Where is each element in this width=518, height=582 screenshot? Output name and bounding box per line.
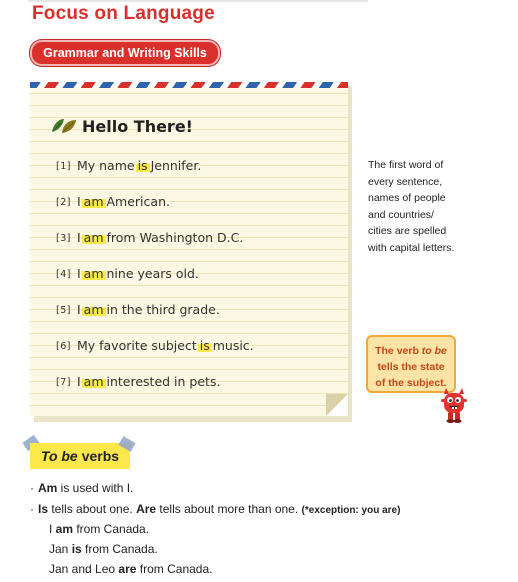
to-be-verbs-label <box>30 443 130 469</box>
bullet: · <box>30 481 34 495</box>
sentence-number: [7] <box>56 377 71 388</box>
example-3 <box>30 562 500 582</box>
example-verb: am <box>55 522 74 536</box>
page-title: Focus on Language <box>32 3 215 24</box>
sentence-text: music. <box>212 338 254 353</box>
section-label: Grammar and Writing Skills <box>30 40 220 66</box>
sentence-list <box>56 158 254 410</box>
airmail-border <box>30 82 348 88</box>
note-line: every sentence, <box>368 175 443 188</box>
note-line: The first word of <box>368 159 444 171</box>
header-rule <box>28 0 368 2</box>
example-text: from Canada. <box>73 522 150 536</box>
sentence-text: I <box>76 194 81 209</box>
page-fold <box>326 394 348 416</box>
sentence-2 <box>56 194 254 230</box>
highlighted-verb: am <box>83 194 104 209</box>
sentence-text: American. <box>106 194 170 209</box>
sentence-text: from Washington D.C. <box>106 230 244 245</box>
letter-card <box>30 82 348 416</box>
label-italic: To be <box>40 448 78 464</box>
leaf-icon <box>50 116 78 136</box>
sentence-text: I <box>76 230 81 245</box>
highlighted-verb: is <box>137 158 148 173</box>
sentence-text: I <box>76 374 81 389</box>
sentence-5 <box>56 302 254 338</box>
rule-text: tells about more than one. <box>156 502 302 516</box>
sentence-number: [3] <box>56 233 71 244</box>
note-line: names of people <box>368 192 446 204</box>
example-verb: are <box>118 562 137 576</box>
example-2 <box>30 542 500 562</box>
rule-keyword: Are <box>136 502 157 516</box>
sentence-text: I <box>76 266 81 281</box>
rule-am <box>30 481 500 501</box>
highlighted-verb: is <box>199 338 210 353</box>
sentence-text: My favorite subject <box>76 338 197 353</box>
capitalization-note <box>368 157 478 256</box>
callout-italic: to be <box>421 345 447 357</box>
sentence-text: Jennifer. <box>150 158 202 173</box>
sentence-6 <box>56 338 254 374</box>
example-text: I <box>49 522 56 536</box>
verb-rules <box>30 481 500 582</box>
note-line: and countries/ <box>368 208 434 221</box>
sentence-text: in the third grade. <box>106 302 220 317</box>
example-verb: is <box>71 542 82 556</box>
callout-line: of the subject. <box>375 377 447 389</box>
highlighted-verb: am <box>83 302 104 317</box>
callout-line <box>368 343 454 359</box>
note-line: with capital letters. <box>368 241 455 254</box>
example-text: Jan and Leo <box>49 562 119 576</box>
sentence-number: [4] <box>56 269 71 280</box>
bullet: · <box>30 502 34 516</box>
sentence-4 <box>56 266 254 302</box>
rule-text: tells about one. <box>48 502 137 516</box>
highlighted-verb: am <box>83 230 104 245</box>
greeting-text: Hello There! <box>82 116 193 136</box>
note-line: cities are spelled <box>368 225 447 237</box>
sentence-number: [6] <box>56 341 71 352</box>
sentence-7 <box>56 374 254 410</box>
label-text: verbs <box>81 448 120 464</box>
highlighted-verb: am <box>83 266 104 281</box>
callout-line: tells the state <box>377 361 445 373</box>
sentence-text: nine years old. <box>106 266 199 281</box>
sentence-3 <box>56 230 254 266</box>
sentence-text: I <box>76 302 81 317</box>
sentence-text: My name <box>76 158 135 173</box>
exception-note: (*exception: you are) <box>301 505 401 516</box>
example-text: from Canada. <box>81 542 158 556</box>
example-text: Jan <box>49 542 72 556</box>
letter-greeting <box>50 116 193 136</box>
example-text: from Canada. <box>136 562 213 576</box>
rule-keyword: Am <box>38 481 58 495</box>
mascot-icon <box>440 384 468 426</box>
sentence-1 <box>56 158 254 194</box>
sentence-number: [5] <box>56 305 71 316</box>
highlighted-verb: am <box>83 374 104 389</box>
rule-text: is used with I. <box>57 481 134 495</box>
sentence-number: [2] <box>56 197 71 208</box>
callout-text: The verb <box>375 345 422 357</box>
example-1 <box>30 522 500 542</box>
sentence-number: [1] <box>56 161 71 172</box>
rule-keyword: Is <box>38 502 49 516</box>
sentence-text: interested in pets. <box>106 374 221 389</box>
rule-is-are <box>30 502 500 522</box>
